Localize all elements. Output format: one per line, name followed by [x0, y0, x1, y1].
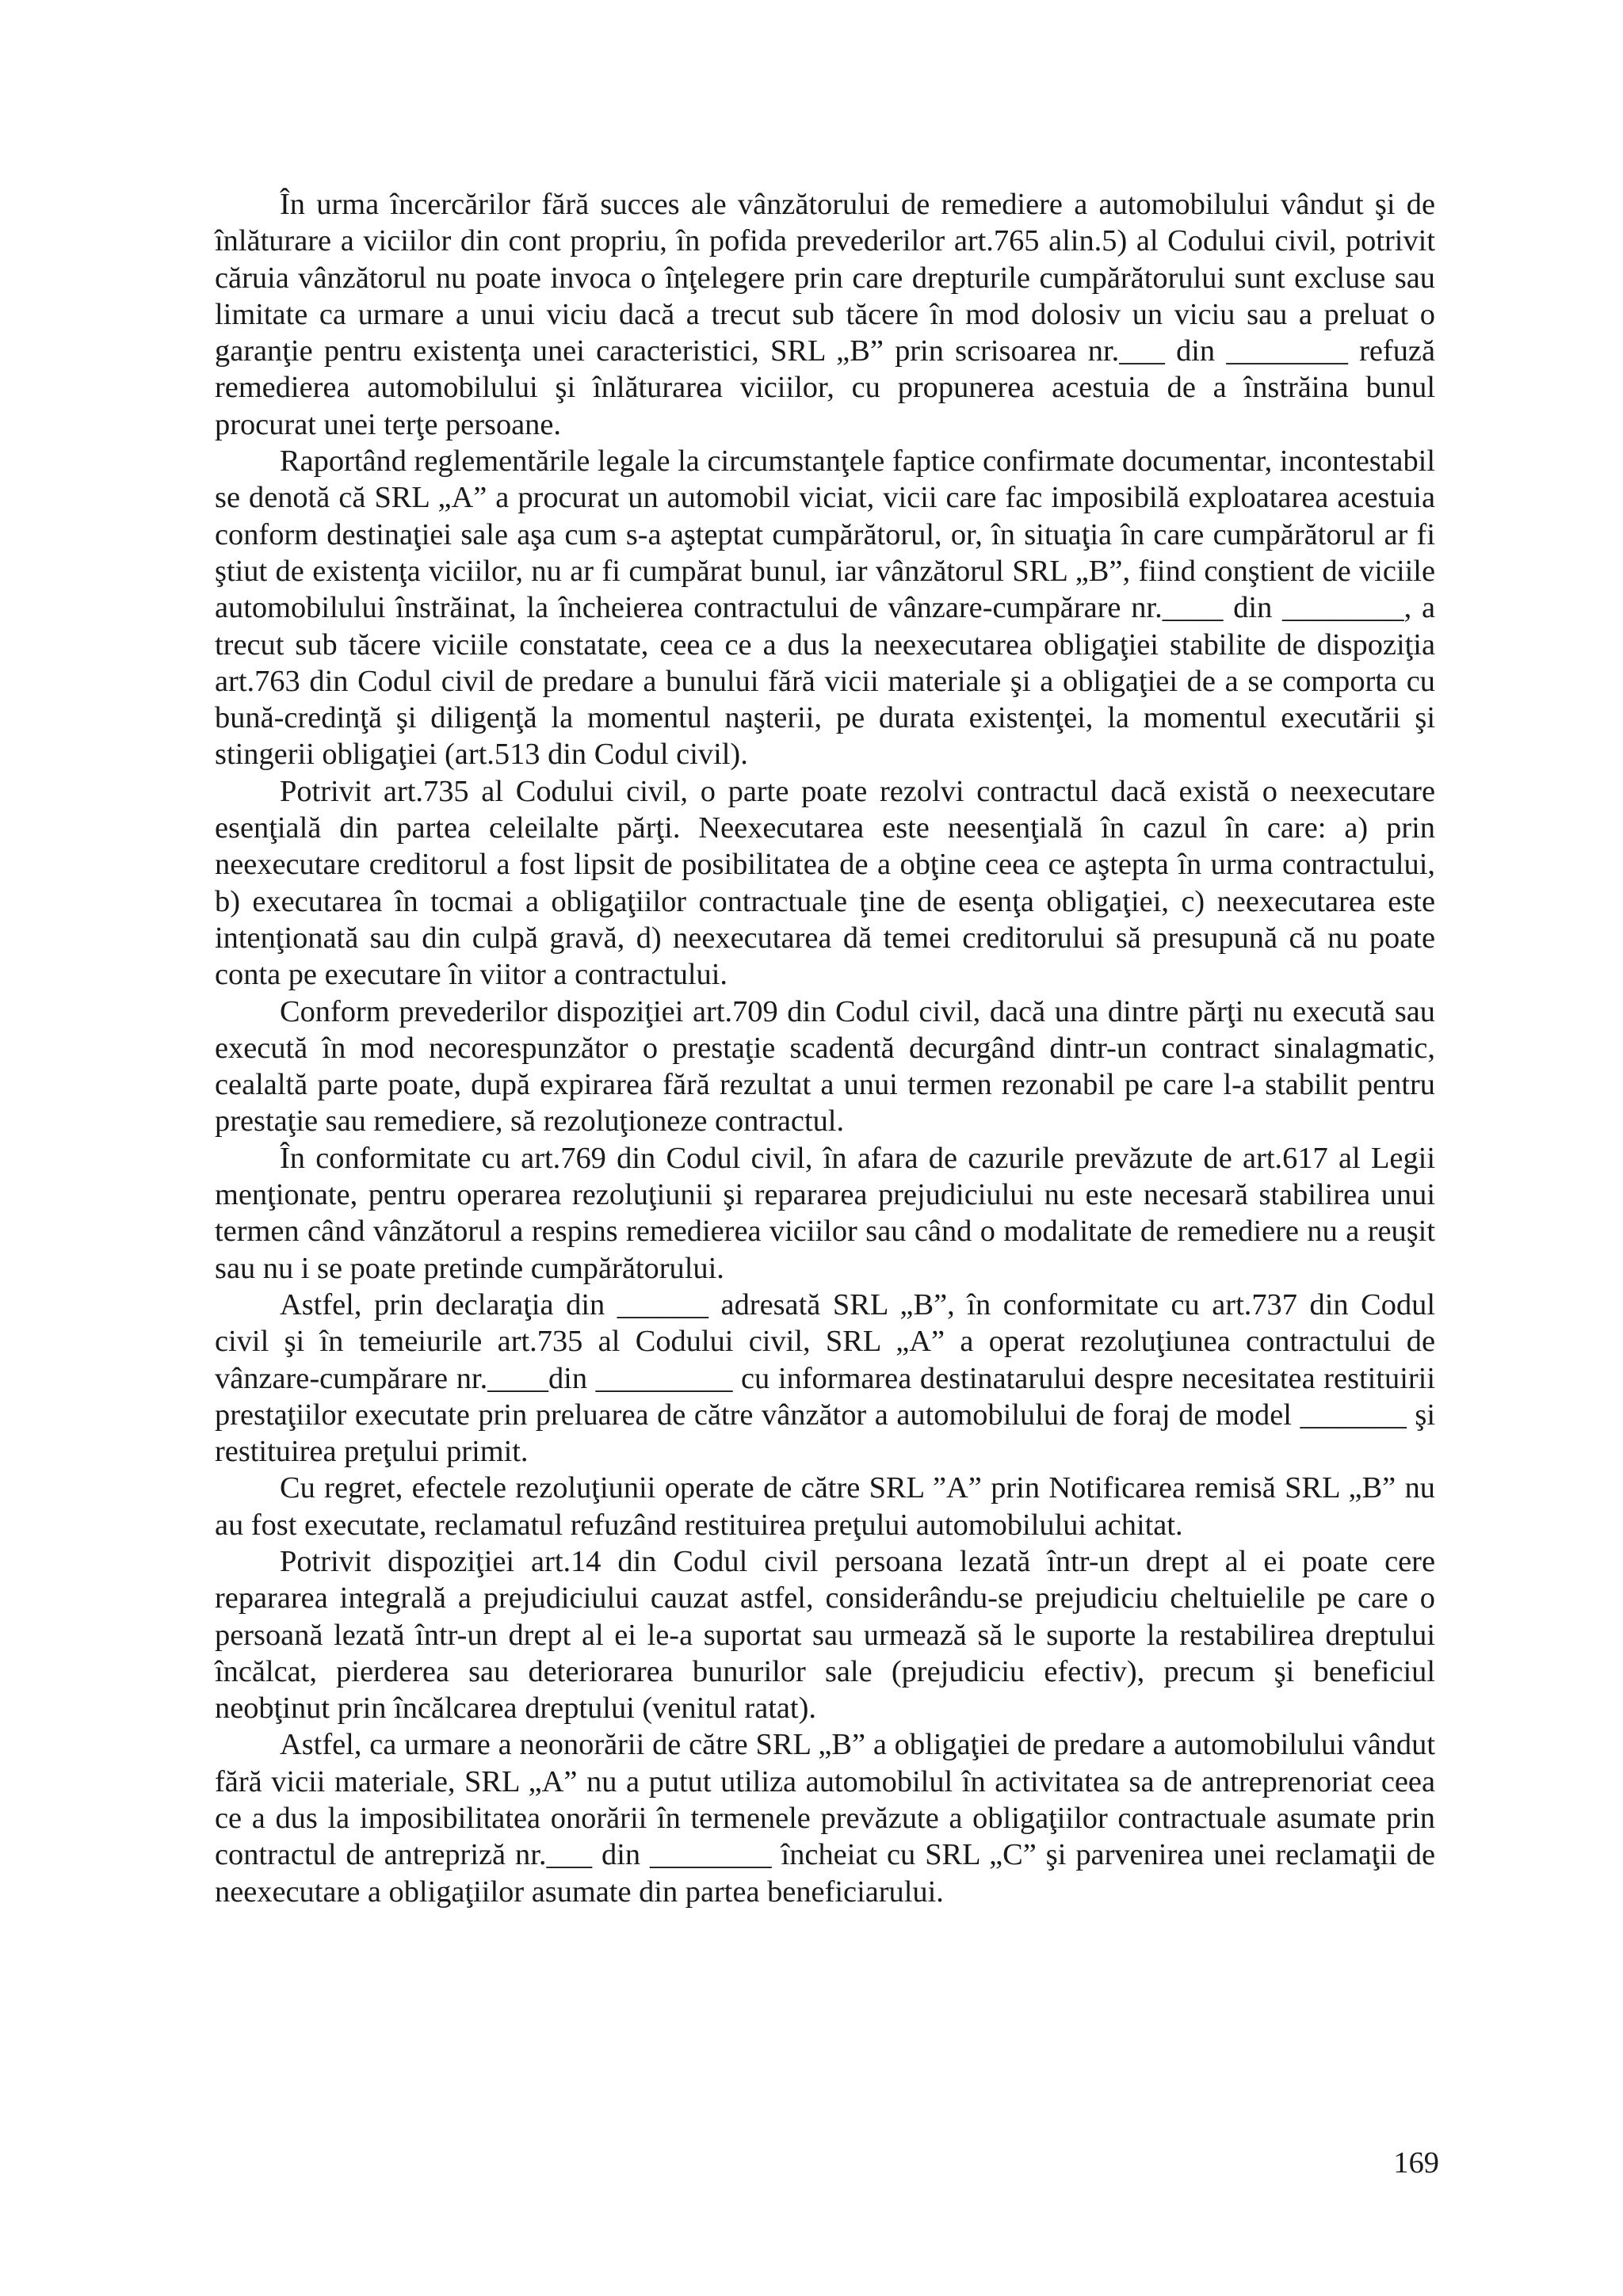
paragraph-5: În conformitate cu art.769 din Codul civil, în afara de cazurile prevăzute de art.617 al Legii menţionate, pentru operarea rezoluţiunii şi repararea prejudiciului nu este necesară stabilirea unui termen când vânzătorul a respins remedierea viciilor sau când o modalitate de remediere nu a reuşit sau nu i se poate pretinde cumpărătorului. [215, 1141, 1435, 1285]
document-body [215, 186, 1435, 1910]
paragraph-8: Potrivit dispoziţiei art.14 din Codul civil persoana lezată într-un drept al ei poate cere repararea integrală a prejudiciului cauzat astfel, considerându-se prejudiciu cheltuielile pe care o persoană lezată într-un drept al ei le-a suportat sau urmează să le suporte la restabilirea dreptului încălcat, pierderea sau deteriorarea bunurilor sale (prejudiciu efectiv), precum şi beneficiul neobţinut prin încălcarea dreptului (venitul ratat). [215, 1544, 1435, 1726]
paragraph-3: Potrivit art.735 al Codului civil, o parte poate rezolvi contractul dacă există o neexecutare esenţială din partea celeilalte părţi. Neexecutarea este neesenţială în cazul în care: a) prin neexecutare creditorul a fost lipsit de posibilitatea de a obţine ceea ce aştepta în urma contractului, b) executarea în tocmai a obligaţiilor contractuale ţine de esenţa obligaţiei, c) neexecutarea este intenţionată sau din culpă gravă, d) neexecutarea dă temei creditorului să presupună că nu poate conta pe executare în viitor a contractului. [215, 774, 1435, 992]
page-number: 169 [1393, 2146, 1439, 2180]
paragraph-2: Raportând reglementările legale la circumstanţele faptice confirmate documentar, incontestabil se denotă că SRL „A” a procurat un automobil viciat, vicii care fac imposibilă exploatarea acestuia conform destinaţiei sale aşa cum s-a aşteptat cumpărătorul, or, în situaţia în care cumpărătorul ar fi ştiut de existenţa viciilor, nu ar fi cumpărat bunul, iar vânzătorul SRL „B”, fiind conştient de viciile automobilului înstrăinat, la încheierea contractului de vânzare-cumpărare nr.____ din ________, a trecut sub tăcere viciile constatate, ceea ce a dus la neexecutarea obligaţiei stabilite de dispoziţia art.763 din Codul civil de predare a bunului fără vicii materiale şi a obligaţiei de a se comporta cu bună-credinţă şi diligenţă la momentul naşterii, pe durata existenţei, la momentul executării şi stingerii obligaţiei (art.513 din Codul civil). [215, 444, 1435, 772]
paragraph-9: Astfel, ca urmare a neonorării de către SRL „B” a obligaţiei de predare a automobilului vândut fără vicii materiale, SRL „A” nu a putut utiliza automobilul în activitatea sa de antreprenoriat ceea ce a dus la imposibilitatea onorării în termenele prevăzute a obligaţiilor contractuale asumate prin contractul de antrepriză nr.___ din ________ încheiat cu SRL „C” şi parvenirea unei reclamaţii de neexecutare a obligaţiilor asumate din partea beneficiarului. [215, 1728, 1435, 1909]
paragraph-6: Astfel, prin declaraţia din ______ adresată SRL „B”, în conformitate cu art.737 din Codul civil şi în temeiurile art.735 al Codului civil, SRL „A” a operat rezoluţiunea contractului de vânzare-cumpărare nr.____din _________ cu informarea destinatarului despre necesitatea restituirii prestaţiilor executate prin preluarea de către vânzător a automobilului de foraj de model _______ şi restituirea preţului primit. [215, 1287, 1435, 1469]
paragraph-1: În urma încercărilor fără succes ale vânzătorului de remediere a automobilului vândut şi de înlăturare a viciilor din cont propriu, în pofida prevederilor art.765 alin.5) al Codului civil, potrivit căruia vânzătorul nu poate invoca o înţelegere prin care drepturile cumpărătorului sunt excluse sau limitate ca urmare a unui viciu dacă a trecut sub tăcere în mod dolosiv un viciu sau a preluat o garanţie pentru existenţa unei caracteristici, SRL „B” prin scrisoarea nr.___ din ________ refuză remedierea automobilului şi înlăturarea viciilor, cu propunerea acestuia de a înstrăina bunul procurat unei terţe persoane. [215, 188, 1435, 441]
paragraph-7: Cu regret, efectele rezoluţiunii operate de către SRL ”A” prin Notificarea remisă SRL „B” nu au fost executate, reclamatul refuzând restituirea preţului automobilului achitat. [215, 1471, 1435, 1542]
paragraph-4: Conform prevederilor dispoziţiei art.709 din Codul civil, dacă una dintre părţi nu execută sau execută în mod necorespunzător o prestaţie scadentă decurgând dintr-un contract sinalagmatic, cealaltă parte poate, după expirarea fără rezultat a unui termen rezonabil pe care l-a stabilit pentru prestaţie sau remediere, să rezoluţioneze contractul. [215, 994, 1435, 1138]
